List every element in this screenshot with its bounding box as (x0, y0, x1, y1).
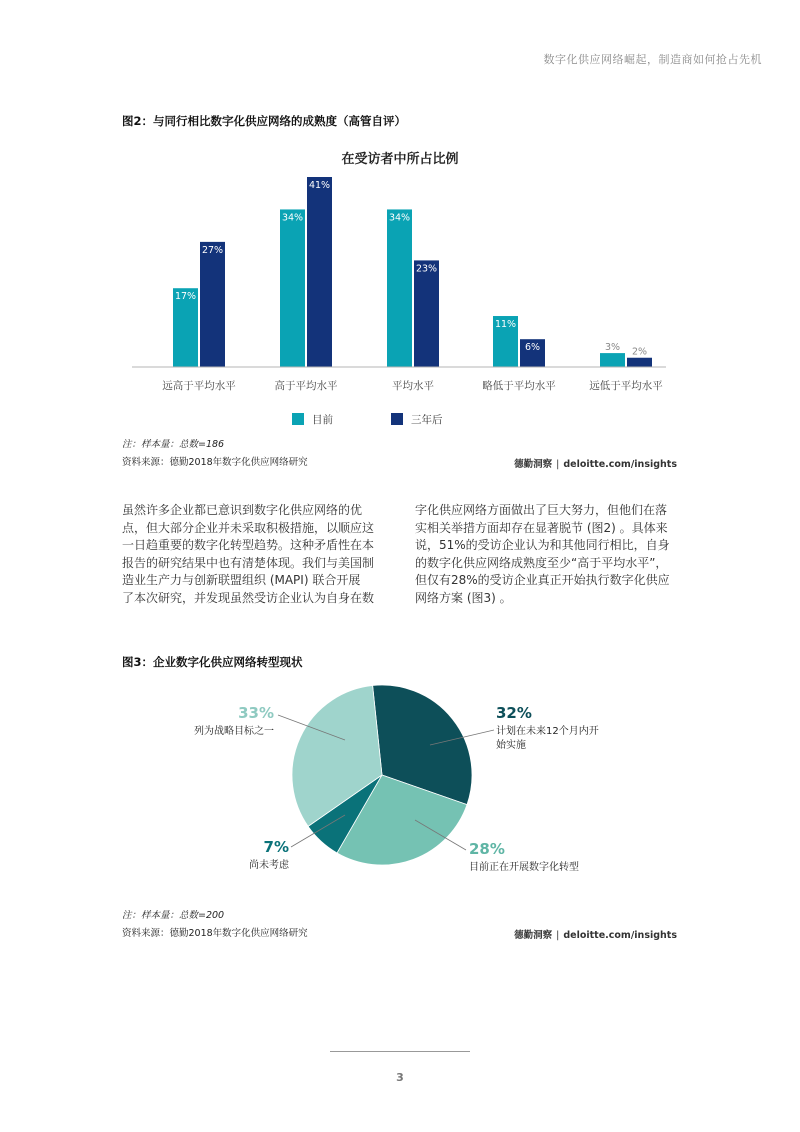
body-column-2 (415, 502, 677, 608)
text-line: 字化供应网络方面做出了巨大努力，但他们在落 (415, 503, 668, 517)
legend (292, 413, 443, 426)
bar-三年后-远高于平均水平 (200, 242, 225, 367)
bar-value-label: 27% (201, 244, 224, 256)
bar-目前-远低于平均水平 (600, 353, 625, 367)
bar-layer (173, 177, 652, 367)
text-line: 网络方案 (图3) 。 (415, 590, 512, 605)
pie-percent-label: 7% (263, 838, 289, 856)
brand-name: 德勤洞察 (514, 930, 553, 941)
figure2-note: 注：样本量：总数=186 (122, 439, 225, 450)
bar-value-label: 11% (494, 319, 517, 331)
bar-value-label: 17% (174, 291, 197, 303)
brand-separator: | (556, 459, 560, 470)
pie-percent-label: 33% (238, 704, 274, 722)
pie-chart (0, 670, 800, 880)
bar-value-label: 23% (415, 263, 438, 275)
text-line: 实相关举措方面却存在显著脱节 (图2) 。具体来 (415, 520, 668, 535)
pie-category-label: 列为战略目标之一 (194, 726, 274, 737)
bar-三年后-平均水平 (414, 260, 439, 367)
page-number: 3 (396, 1071, 404, 1084)
body-column-1 (122, 502, 384, 608)
pie-category-label: 尚未考虑 (249, 860, 289, 871)
figure2-brand (514, 456, 677, 470)
x-tick-label: 略低于平均水平 (482, 380, 556, 392)
text-line: 点，但大部分企业并未采取积极措施，以顺应这 (122, 520, 375, 535)
pie-category-label: 始实施 (496, 740, 526, 751)
bar-三年后-高于平均水平 (307, 177, 332, 367)
legend-label: 目前 (312, 414, 333, 426)
brand-url[interactable]: deloitte.com/insights (563, 459, 677, 470)
bar-value-label: 3% (604, 342, 621, 354)
footer-rule (330, 1051, 470, 1052)
figure3-title: 图3：企业数字化供应网络转型现状 (122, 655, 303, 669)
legend-swatch (292, 413, 304, 425)
x-tick-label: 高于平均水平 (274, 380, 338, 392)
text-line: 报告的研究结果中也有清楚体现。我们与美国制 (122, 555, 375, 570)
figure3-note: 注：样本量：总数=200 (122, 910, 225, 921)
pie-category-label: 计划在未来12个月内开 (496, 726, 599, 737)
figure3-source: 资料来源：德勤2018年数字化供应网络研究 (122, 928, 308, 939)
bar-value-label: 34% (281, 212, 304, 224)
bar-value-label: 6% (524, 342, 541, 354)
text-line: 但仅有28%的受访企业真正开始执行数字化供应 (415, 573, 670, 588)
text-line: 一日趋重要的数字化转型趋势。这种矛盾性在本 (122, 538, 375, 553)
bar-目前-高于平均水平 (280, 209, 305, 367)
x-tick-label: 平均水平 (392, 380, 434, 392)
bar-value-label: 41% (308, 180, 331, 191)
text-line: 说，51%的受访企业认为和其他同行相比，自身 (415, 538, 670, 553)
figure2-title: 图2：与同行相比数字化供应网络的成熟度（高管自评） (122, 114, 406, 128)
legend-swatch (391, 413, 403, 425)
bar-value-label: 34% (388, 212, 411, 224)
bar-目前-平均水平 (387, 209, 412, 367)
text-line: 造业生产力与创新联盟组织 (MAPI) 联合开展 (122, 573, 361, 588)
brand-name: 德勤洞察 (514, 459, 553, 470)
text-line: 了本次研究，并发现虽然受访企业认为自身在数 (122, 590, 375, 605)
pie-percent-label: 28% (469, 840, 505, 858)
text-line: 的数字化供应网络成熟度至少“高于平均水平”， (415, 555, 668, 570)
x-tick-layer (162, 379, 663, 392)
brand-separator: | (556, 930, 560, 941)
bar-chart (0, 0, 800, 440)
figure2-source: 资料来源：德勤2018年数字化供应网络研究 (122, 457, 308, 468)
figure3-brand (514, 927, 677, 941)
pie-percent-label: 32% (496, 704, 532, 722)
pie-category-label: 目前正在开展数字化转型 (469, 862, 579, 873)
x-tick-label: 远高于平均水平 (162, 380, 236, 392)
legend-label: 三年后 (411, 414, 443, 426)
text-line: 虽然许多企业都已意识到数字化供应网络的优 (122, 503, 363, 517)
chart-title: 在受访者中所占比例 (341, 152, 459, 167)
bar-value-label: 2% (631, 346, 648, 358)
bar-三年后-远低于平均水平 (627, 358, 652, 367)
x-tick-label: 远低于平均水平 (589, 380, 663, 392)
running-header: 数字化供应网络崛起，制造商如何抢占先机 (543, 53, 762, 66)
brand-url[interactable]: deloitte.com/insights (563, 930, 677, 941)
